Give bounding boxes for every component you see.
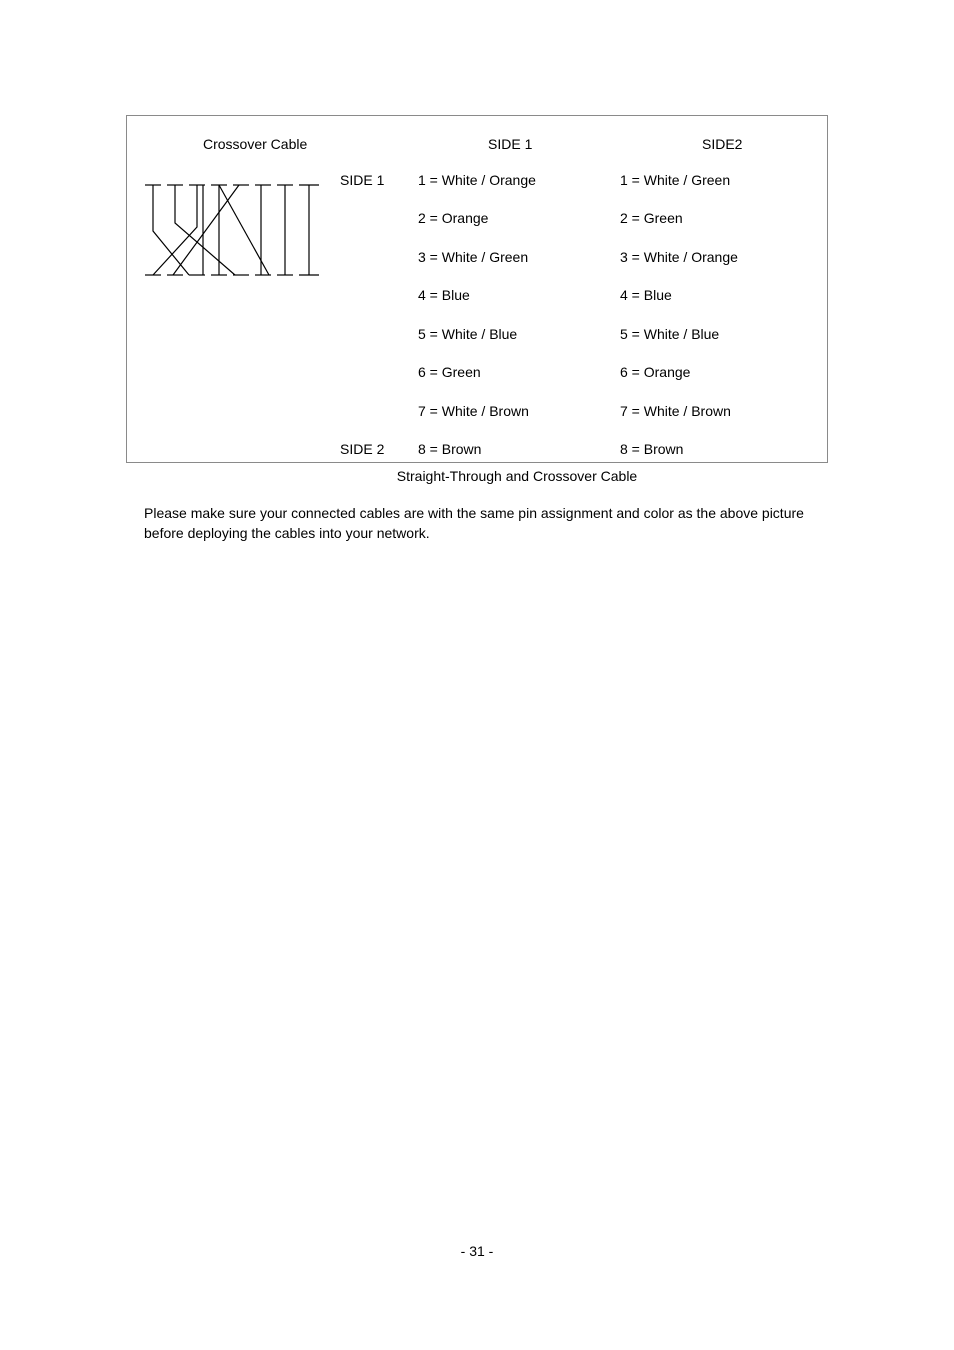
side1-pin: 1 = White / Orange (418, 172, 536, 188)
side2-pin: 5 = White / Blue (620, 326, 720, 342)
instruction-paragraph: Please make sure your connected cables are with the same pin assignment and color as the above picture before deploying the cables into your network. (144, 505, 804, 541)
side2-pin: 1 = White / Green (620, 172, 731, 188)
side2-pin: 6 = Orange (620, 364, 691, 380)
side1-pin: 3 = White / Green (418, 249, 529, 265)
side2-column-header: SIDE2 (702, 136, 743, 152)
side2-pin: 8 = Brown (620, 441, 684, 457)
row-label-side1: SIDE 1 (340, 172, 385, 188)
side1-pin: 7 = White / Brown (418, 403, 529, 419)
page-number: - 31 - (460, 1243, 494, 1259)
side1-pin: 8 = Brown (418, 441, 482, 457)
side1-column-header: SIDE 1 (488, 136, 533, 152)
crossover-cable-label: Crossover Cable (203, 136, 308, 152)
row-label-side2: SIDE 2 (340, 441, 385, 457)
side1-pin: 6 = Green (418, 364, 481, 380)
side1-pin: 5 = White / Blue (418, 326, 518, 342)
side1-pin: 4 = Blue (418, 287, 470, 303)
crossover-wiring-diagram (143, 183, 323, 279)
side2-pin: 3 = White / Orange (620, 249, 738, 265)
table-caption: Straight-Through and Crossover Cable (396, 468, 638, 484)
side2-pin: 4 = Blue (620, 287, 672, 303)
side2-pin: 2 = Green (620, 210, 683, 226)
side2-pin: 7 = White / Brown (620, 403, 731, 419)
side1-pin: 2 = Orange (418, 210, 489, 226)
